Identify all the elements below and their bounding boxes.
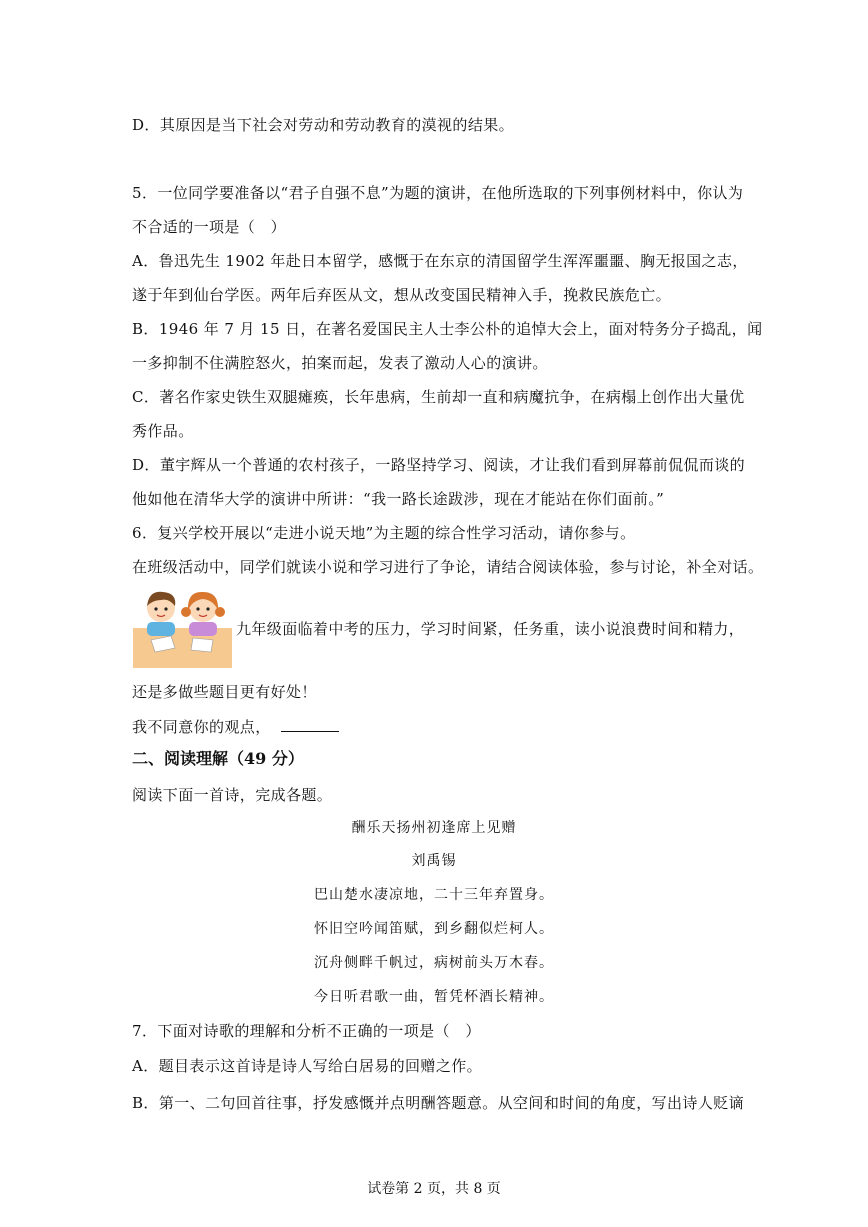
children-reading-icon: [133, 588, 232, 668]
q5-option-b-line-1: B．1946 年 7 月 15 日，在著名爱国民主人士李公朴的追悼大会上，面对特务分子捣乱，闻: [132, 320, 763, 338]
q5-option-a-line-2: 遂于年到仙台学医。两年后弃医从文，想从改变国民精神入手，挽救民族危亡。: [132, 286, 672, 304]
section-2-heading: 二、阅读理解（49 分）: [132, 749, 304, 768]
poem-line: 巴山楚水凄凉地，二十三年弃置身。: [314, 887, 554, 903]
poem-line: 沉舟侧畔千帆过，病树前头万木春。: [314, 955, 554, 971]
q5-option-d-line-2: 他如他在清华大学的演讲中所讲：“我一路长途跋涉，现在才能站在你们面前。”: [132, 490, 665, 508]
reading-intro: 阅读下面一首诗，完成各题。: [132, 786, 333, 804]
q4-option-d: D．其原因是当下社会对劳动和劳动教育的漠视的结果。: [132, 116, 515, 134]
q5-option-d-line-1: D．董宇辉从一个普通的农村孩子，一路坚持学习、阅读，才让我们看到屏幕前侃侃而谈的: [132, 456, 746, 474]
q6-dialog-line-1: 九年级面临着中考的压力，学习时间紧，任务重，读小说浪费时间和精力，: [236, 620, 745, 638]
q5-stem-line-1: 5．一位同学要准备以“君子自强不息”为题的演讲，在他所选取的下列事例材料中，你认为: [132, 184, 744, 202]
q6-intro: 在班级活动中，同学们就读小说和学习进行了争论，请结合阅读体验，参与讨论，补全对话。: [132, 558, 764, 576]
q5-option-c-line-1: C．著名作家史铁生双腿瘫痪，长年患病，生前却一直和病魔抗争，在病榻上创作出大量优: [132, 388, 745, 406]
q6-reply-text: 我不同意你的观点，: [132, 718, 271, 736]
poem-line: 怀旧空吟闻笛赋，到乡翻似烂柯人。: [314, 921, 554, 937]
q5-option-b-line-2: 一多抑制不住满腔怒火，拍案而起，发表了激动人心的演讲。: [132, 354, 548, 372]
poem-title: 酬乐天扬州初逢席上见赠: [351, 820, 517, 836]
q6-stem: 6．复兴学校开展以“走进小说天地”为主题的综合性学习活动，请你参与。: [132, 524, 636, 542]
q6-dialog-line-2: 还是多做些题目更有好处！: [132, 683, 317, 701]
q7-option-a: A．题目表示这首诗是诗人写给白居易的回赠之作。: [132, 1057, 483, 1075]
q5-option-c-line-2: 秀作品。: [132, 422, 194, 440]
page-footer: 试卷第 2 页，共 8 页: [367, 1181, 501, 1197]
q5-option-a-line-1: A．鲁迅先生 1902 年赴日本留学，感慨于在东京的清国留学生浑浑噩噩、胸无报国之志，: [132, 252, 748, 270]
q6-reply: [132, 716, 339, 737]
q7-stem: 7．下面对诗歌的理解和分析不正确的一项是（ ）: [132, 1022, 481, 1040]
q5-stem-line-2: 不合适的一项是（ ）: [132, 218, 287, 236]
poem-author: 刘禹锡: [411, 853, 457, 869]
poem-line: 今日听君歌一曲，暂凭杯酒长精神。: [314, 989, 554, 1005]
q7-option-b: B．第一、二句回首往事，抒发感慨并点明酬答题意。从空间和时间的角度，写出诗人贬谪: [132, 1094, 745, 1112]
answer-blank[interactable]: [281, 716, 339, 732]
